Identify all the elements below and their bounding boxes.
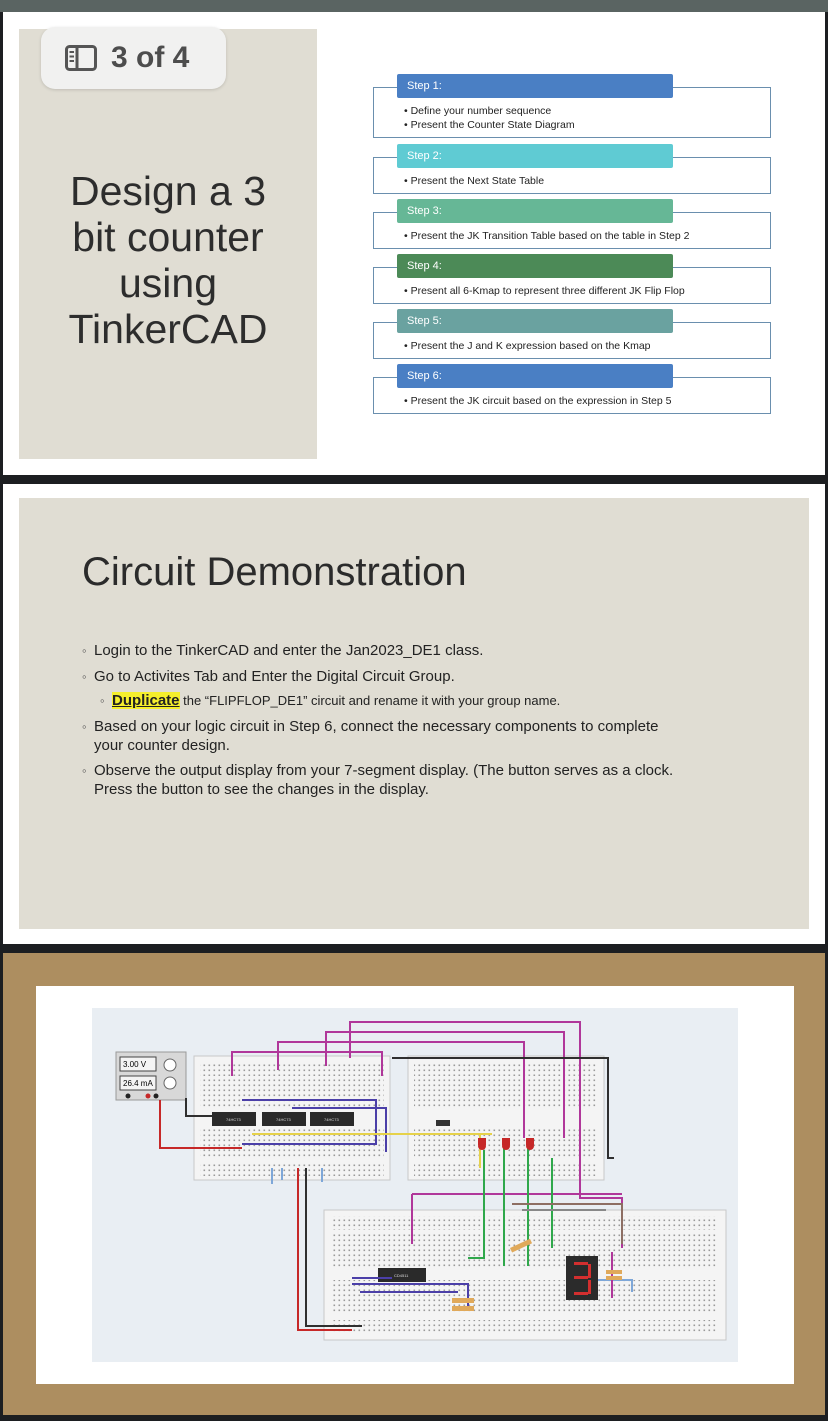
- title-line: using: [118, 260, 217, 306]
- svg-text:CD4511: CD4511: [394, 1273, 409, 1278]
- title-line: TinkerCAD: [68, 306, 268, 352]
- page-indicator-text: 3 of 4: [111, 41, 190, 74]
- step-line: • Define your number sequence: [404, 105, 552, 117]
- bullet-icon: ◦: [100, 693, 105, 708]
- step-line: • Present all 6-Kmap to represent three different JK Flip Flop: [404, 285, 685, 297]
- step-line: • Present the Next State Table: [404, 175, 545, 187]
- bullet-icon: ◦: [82, 719, 87, 734]
- title-panel: [19, 29, 317, 459]
- step-header: Step 1:: [397, 74, 673, 98]
- step-header: Step 5:: [397, 309, 673, 333]
- content-panel: [19, 498, 809, 929]
- step-header: Step 3:: [397, 199, 673, 223]
- svg-text:74HC73: 74HC73: [276, 1117, 291, 1122]
- voltage-knob-icon: [164, 1059, 176, 1071]
- breadboard-top-right[interactable]: [408, 1056, 604, 1180]
- step-header: Step 6:: [397, 364, 673, 388]
- led-red[interactable]: [478, 1138, 486, 1150]
- step-line: • Present the JK Transition Table based on the table in Step 2: [404, 230, 690, 242]
- slide-2[interactable]: [3, 484, 825, 944]
- step-line: • Present the J and K expression based on the Kmap: [404, 340, 651, 352]
- svg-text:74HC73: 74HC73: [226, 1117, 241, 1122]
- seven-segment-display[interactable]: [566, 1256, 598, 1300]
- current-readout: 26.4 mA: [123, 1079, 153, 1088]
- circuit-canvas: [92, 1008, 738, 1362]
- bullet-icon: ◦: [82, 669, 87, 684]
- bullet-icon: ◦: [82, 763, 87, 778]
- step-header: Step 2:: [397, 144, 673, 168]
- bullet-item: ◦ Observe the output display from your 7-segment display. (The button serves as a clock. Press the button to see the changes in the display.: [82, 762, 674, 798]
- bullet-icon: ◦: [82, 643, 87, 658]
- slide-3[interactable]: [3, 953, 825, 1415]
- bullet-item: ◦ Login to the TinkerCAD and enter the Jan2023_DE1 class.: [82, 642, 484, 659]
- duplicate-highlight: Duplicate: [112, 692, 180, 709]
- circuit-drawing: [92, 1008, 738, 1362]
- power-supply[interactable]: [116, 1052, 186, 1100]
- jk-flipflop-chip[interactable]: [262, 1112, 306, 1126]
- jk-flipflop-chip[interactable]: [212, 1112, 256, 1126]
- step-line: • Present the JK circuit based on the expression in Step 5: [404, 395, 672, 407]
- slide-title: [19, 168, 317, 352]
- slide-1[interactable]: [3, 12, 825, 475]
- jk-flipflop-chip[interactable]: [310, 1112, 354, 1126]
- title-line: bit counter: [72, 214, 264, 260]
- slide-content: [36, 986, 794, 1384]
- voltage-readout: 3.00 V: [123, 1060, 147, 1069]
- top-strip: [0, 0, 828, 12]
- clock-push-button[interactable]: [436, 1120, 450, 1126]
- step-header: Step 4:: [397, 254, 673, 278]
- led-red[interactable]: [526, 1138, 534, 1150]
- step-line: • Present the Counter State Diagram: [404, 119, 575, 131]
- page-panel-icon: [65, 45, 97, 71]
- bullet-item: ◦ Duplicate the “FLIPFLOP_DE1” circuit and rename it with your group name.: [100, 692, 561, 709]
- page-indicator-badge[interactable]: [41, 27, 226, 89]
- slide-title: Circuit Demonstration: [82, 550, 467, 594]
- current-knob-icon: [164, 1077, 176, 1089]
- svg-text:74HC73: 74HC73: [324, 1117, 339, 1122]
- led-red[interactable]: [502, 1138, 510, 1150]
- bullet-item: ◦ Based on your logic circuit in Step 6, connect the necessary components to complete your counter design.: [82, 718, 659, 754]
- bullet-item: ◦ Go to Activites Tab and Enter the Digital Circuit Group.: [82, 668, 455, 685]
- title-line: Design a 3: [69, 168, 266, 214]
- decoder-chip[interactable]: [378, 1268, 426, 1282]
